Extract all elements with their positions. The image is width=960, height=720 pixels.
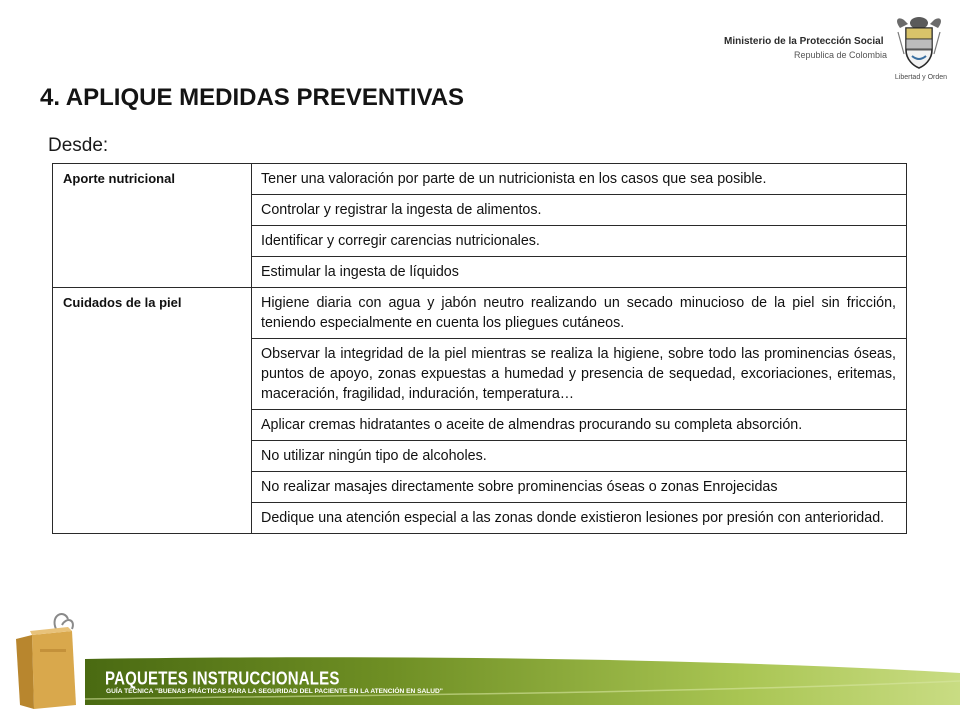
ministry-logo xyxy=(722,14,958,88)
measure-cell: Dedique una atención especial a las zonas donde existieron lesiones por presión con anterioridad. xyxy=(252,503,907,534)
footer-title: PAQUETES INSTRUCCIONALES xyxy=(105,668,340,690)
measure-cell: Controlar y registrar la ingesta de alimentos. xyxy=(252,195,907,226)
footer-subtitle: GUÍA TÉCNICA "BUENAS PRÁCTICAS PARA LA SEGURIDAD DEL PACIENTE EN LA ATENCIÓN EN SALUD" xyxy=(106,688,443,695)
category-cell: Aporte nutricional xyxy=(53,164,252,288)
coat-of-arms-icon xyxy=(892,14,946,74)
measure-cell: No realizar masajes directamente sobre prominencias óseas o zonas Enrojecidas xyxy=(252,472,907,503)
measure-cell: Identificar y corregir carencias nutricionales. xyxy=(252,226,907,257)
ministry-name: Ministerio de la Protección Social xyxy=(724,36,884,47)
section-subtitle: Desde: xyxy=(48,135,109,156)
measure-cell: Higiene diaria con agua y jabón neutro realizando un secado minucioso de la piel sin fricción, teniendo especialmente en cuenta los pliegues cutáneos. xyxy=(252,288,907,339)
measure-cell: No utilizar ningún tipo de alcoholes. xyxy=(252,441,907,472)
paper-bag-icon xyxy=(10,605,86,713)
measure-cell: Aplicar cremas hidratantes o aceite de almendras procurando su completa absorción. xyxy=(252,410,907,441)
page-title: 4. APLIQUE MEDIDAS PREVENTIVAS xyxy=(40,84,465,111)
measure-cell: Tener una valoración por parte de un nutricionista en los casos que sea posible. xyxy=(252,164,907,195)
ministry-country: Republica de Colombia xyxy=(794,50,888,60)
measure-cell: Observar la integridad de la piel mientras se realiza la higiene, sobre todo las prominencias óseas, puntos de apoyo, zonas expuestas a humedad y presencia de sequedad, excoriaciones, eritemas, maceración, fragilidad, induración, temperatura… xyxy=(252,339,907,410)
coat-motto: Libertad y Orden xyxy=(894,74,948,81)
measure-cell: Estimular la ingesta de líquidos xyxy=(252,257,907,288)
table-row xyxy=(53,288,907,339)
table-row xyxy=(53,164,907,195)
preventive-measures-table xyxy=(52,163,907,534)
category-cell: Cuidados de la piel xyxy=(53,288,252,534)
